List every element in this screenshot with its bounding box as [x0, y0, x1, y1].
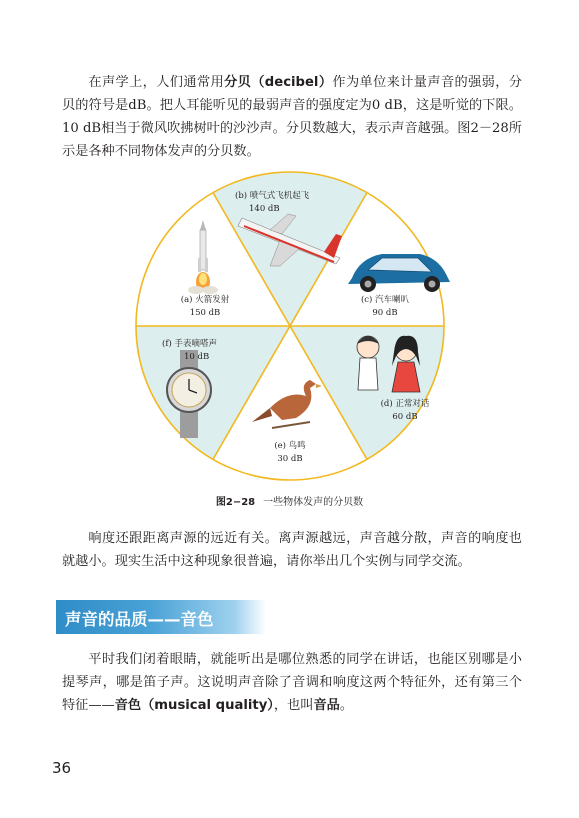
label-a: (a) 火箭发射 150 dB	[180, 295, 230, 318]
timbre-paragraph: 平时我们闭着眼睛，就能听出是哪位熟悉的同学在讲话，也能区别哪是小提琴声，哪是笛子声。这说明声音除了音调和响度这两个特征外，还有第三个特征——音色（musical quality），也叫音品。	[62, 652, 522, 713]
section-title: 声音的品质——音色	[65, 610, 214, 629]
label-e: (e) 鸟鸣 30 dB	[274, 441, 306, 464]
section-header	[56, 600, 266, 634]
intro-paragraph: 在声学上，人们通常用分贝（decibel）作为单位来计量声音的强弱，分贝的符号是dB。把人耳能听见的最弱声音的强度定为0 dB，这是听觉的下限。10 dB相当于微风吹拂树叶的沙沙声。分贝数越大，表示声音越强。图2－28所示是各种不同物体发声的分贝数。	[62, 75, 522, 159]
label-b: (b) 喷气式飞机起飞 140 dB	[235, 191, 310, 214]
term-decibel: 分贝（decibel）	[224, 75, 333, 90]
rocket-launch-icon	[188, 220, 218, 294]
figure-caption: 图2−28 一些物体发声的分贝数	[215, 497, 364, 508]
bird-icon	[252, 380, 322, 428]
label-c: (c) 汽车喇叭 90 dB	[360, 295, 410, 318]
car-icon	[348, 254, 450, 292]
sector-diagram	[120, 170, 460, 482]
page-number: 36	[52, 759, 72, 777]
label-f: (f) 手表嘀嗒声 10 dB	[162, 339, 217, 362]
term-timbre: 音色（musical quality）	[114, 698, 274, 713]
label-d: (d) 正常对话 60 dB	[380, 399, 430, 422]
decibel-figure	[120, 170, 460, 486]
term-tone-quality: 音品	[313, 698, 340, 713]
loudness-paragraph: 响度还跟距离声源的远近有关。离声源越远，声音越分散，声音的响度也就越小。现实生活中这种现象很普遍，请你举出几个实例与同学交流。	[62, 531, 522, 569]
